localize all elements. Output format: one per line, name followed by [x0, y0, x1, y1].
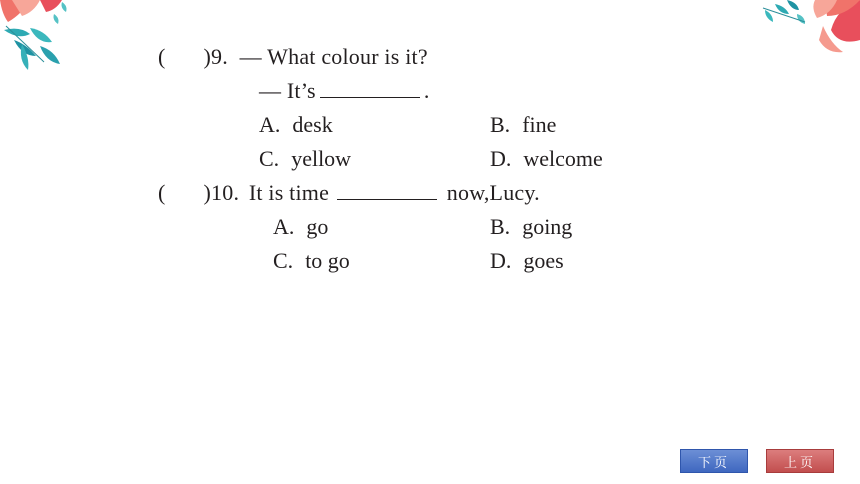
answer-bracket: (	[158, 44, 166, 69]
question-prompt-before: It is time	[248, 180, 330, 205]
question-prompt-after: now,Lucy.	[446, 180, 540, 205]
option-b	[490, 111, 556, 139]
option-letter: C.	[273, 248, 294, 273]
option-a	[273, 213, 328, 241]
previous-page-button[interactable]: 上页	[766, 449, 834, 473]
question-9-answer-line	[259, 77, 430, 105]
option-a	[259, 111, 333, 139]
question-prompt: — What colour is it?	[239, 44, 428, 69]
option-d	[490, 145, 603, 173]
question-number: )10.	[203, 180, 240, 205]
answer-prefix: — It’s	[259, 78, 316, 103]
option-letter: D.	[490, 146, 512, 171]
question-number: )9.	[203, 44, 228, 69]
floral-corner-right-decoration	[735, 0, 860, 60]
option-c	[273, 247, 350, 275]
question-9-prompt-line	[158, 43, 428, 71]
question-10-prompt-line	[158, 179, 540, 207]
option-text: fine	[522, 112, 557, 137]
option-text: go	[306, 214, 329, 239]
fill-in-blank	[320, 77, 420, 98]
option-text: desk	[292, 112, 333, 137]
option-text: welcome	[523, 146, 603, 171]
option-text: going	[522, 214, 573, 239]
option-b	[490, 213, 572, 241]
next-page-button[interactable]: 下页	[680, 449, 748, 473]
option-text: to go	[305, 248, 350, 273]
option-letter: B.	[490, 214, 511, 239]
floral-corner-left-decoration	[0, 0, 80, 72]
option-letter: C.	[259, 146, 280, 171]
option-letter: B.	[490, 112, 511, 137]
option-d	[490, 247, 564, 275]
option-letter: D.	[490, 248, 512, 273]
answer-bracket: (	[158, 180, 166, 205]
fill-in-blank	[337, 179, 437, 200]
answer-suffix: .	[423, 78, 430, 103]
option-letter: A.	[273, 214, 295, 239]
option-text: goes	[523, 248, 564, 273]
option-letter: A.	[259, 112, 281, 137]
option-c	[259, 145, 351, 173]
option-text: yellow	[291, 146, 352, 171]
